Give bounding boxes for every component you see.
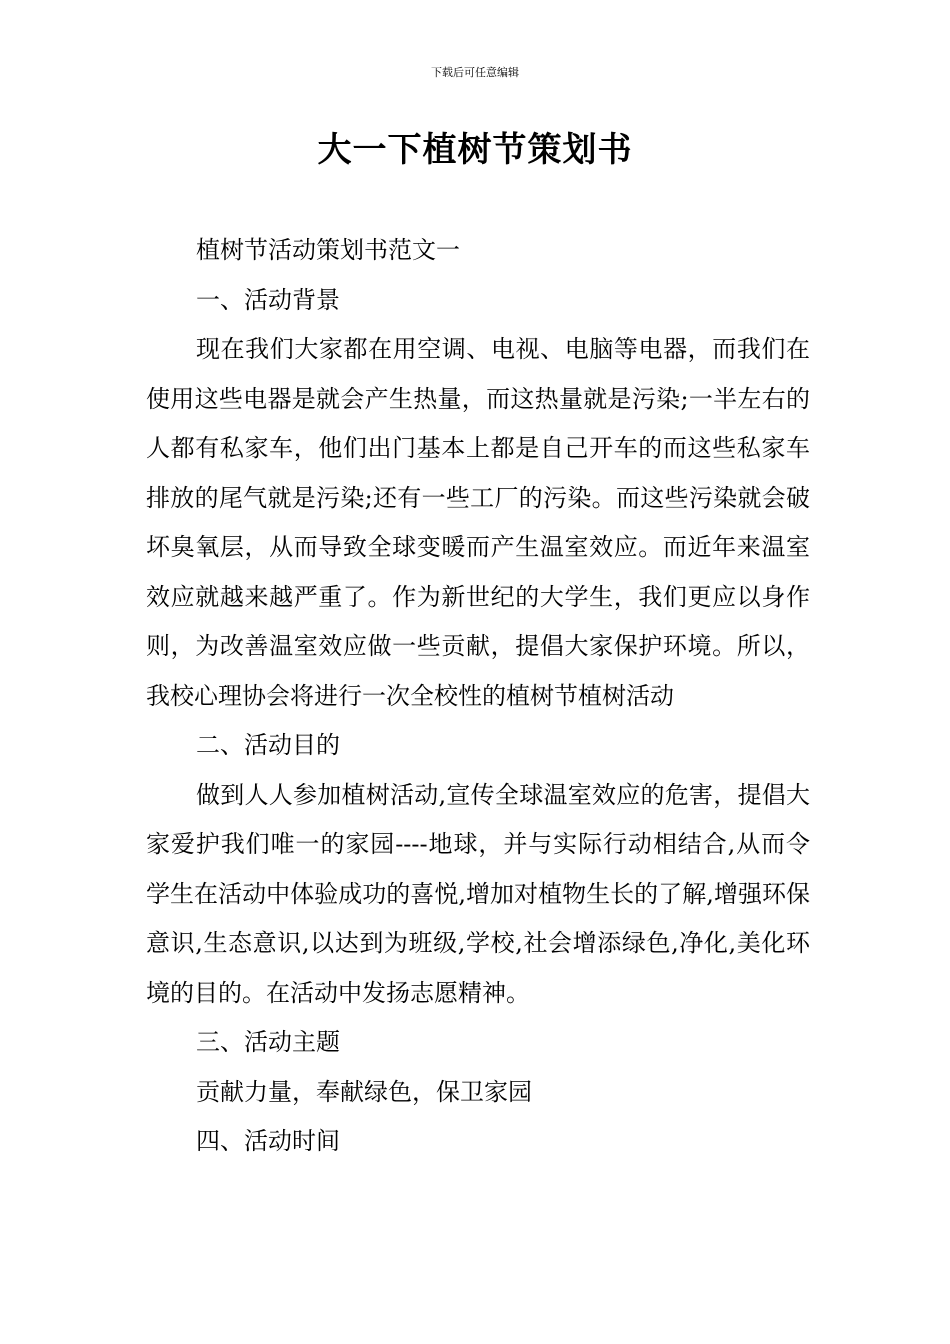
paragraph-subtitle: 植树节活动策划书范文一 [196, 236, 460, 264]
paragraph-purpose: 做到人人参加植树活动,宣传全球温室效应的危害，提倡大家爱护我们唯一的家园----地球，并与实际行动相结合,从而令学生在活动中体验成功的喜悦,增加对植物生长的了解,增强环保意识,生态意识,以达到为班级,学校,社会增添绿色,净化,美化环境的目的。在活动中发扬志愿精神。 [146, 780, 810, 1007]
header-note: 下载后可任意编辑 [431, 66, 519, 79]
section-heading-purpose: 二、活动目的 [196, 731, 340, 759]
document-title: 大一下植树节策划书 [317, 130, 633, 170]
section-heading-theme: 三、活动主题 [196, 1028, 340, 1056]
document-body [146, 226, 810, 1167]
section-heading-time: 四、活动时间 [196, 1127, 340, 1155]
paragraph-background: 现在我们大家都在用空调、电视、电脑等电器，而我们在使用这些电器是就会产生热量，而这热量就是污染;一半左右的人都有私家车，他们出门基本上都是自己开车的而这些私家车排放的尾气就是污染;还有一些工厂的污染。而这些污染就会破坏臭氧层，从而导致全球变暖而产生温室效应。而近年来温室效应就越来越严重了。作为新世纪的大学生，我们更应以身作则，为改善温室效应做一些贡献，提倡大家保护环境。所以，我校心理协会将进行一次全校性的植树节植树活动 [146, 335, 810, 710]
section-heading-background: 一、活动背景 [196, 285, 340, 314]
paragraph-theme: 贡献力量，奉献绿色，保卫家园 [196, 1077, 532, 1106]
